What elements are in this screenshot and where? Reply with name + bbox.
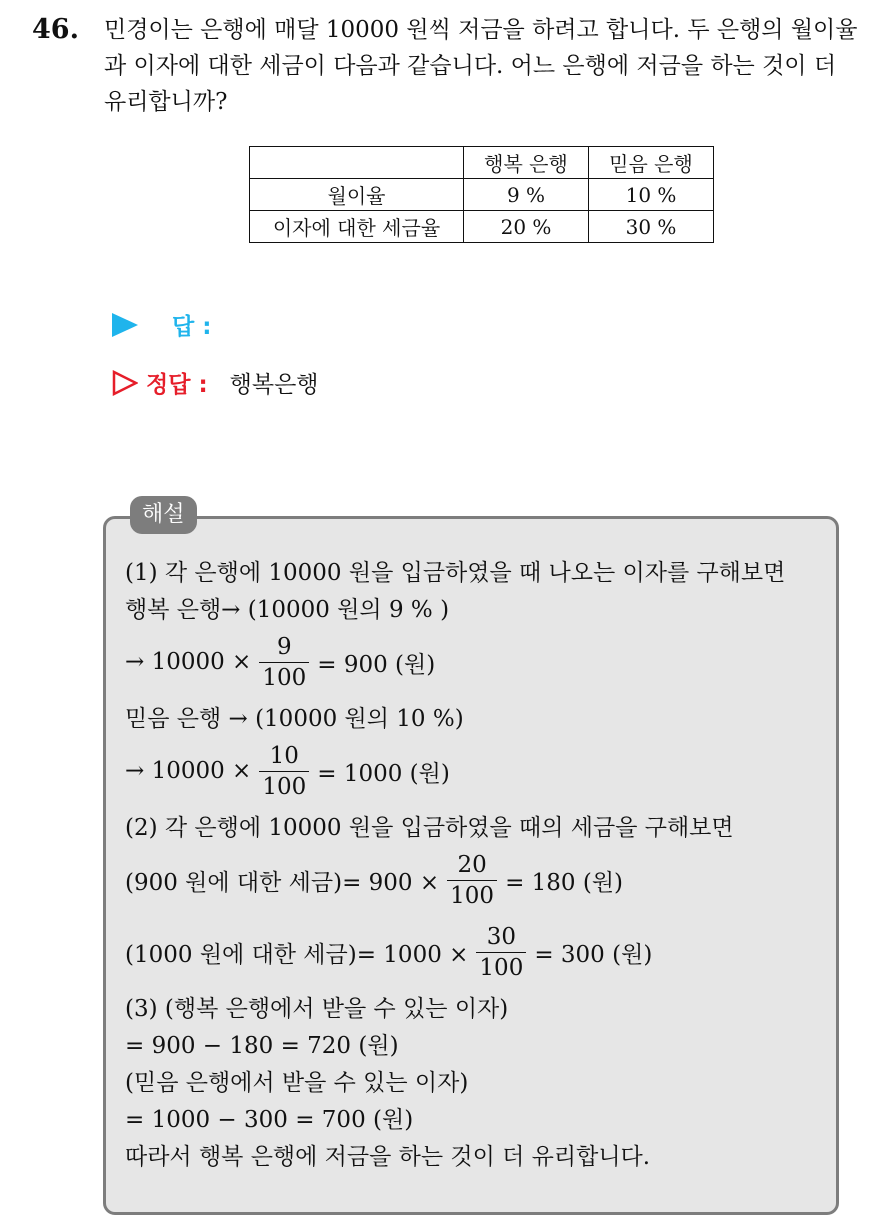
fraction [259, 741, 309, 802]
table-row [250, 211, 714, 243]
fraction-line [125, 844, 825, 916]
table-cell: 이자에 대한 세금율 [250, 211, 464, 243]
table-header-row [250, 147, 714, 179]
solution-line: (3) (행복 은행에서 받을 수 있는 이자) [125, 996, 509, 1022]
correct-answer-label: 정답 : [146, 372, 208, 398]
table-cell: 30 % [589, 211, 714, 243]
fraction-numerator: 20 [457, 851, 487, 878]
solution-line: (2) 각 은행에 10000 원을 입금하였을 때의 세금을 구해보면 [125, 815, 734, 841]
fraction [259, 632, 309, 693]
fraction-denominator: 100 [476, 952, 526, 983]
fraction-line [125, 916, 825, 988]
solution-line: = 1000 − 300 = 700 (원) [125, 1107, 414, 1133]
correct-answer-value: 행복은행 [229, 372, 319, 398]
solution-line: 믿음 은행 → (10000 원의 10 %) [125, 706, 464, 732]
solution-line: = 900 − 180 = 720 (원) [125, 1033, 399, 1059]
fraction-prefix: → 10000 × [125, 649, 252, 675]
fraction-numerator: 10 [269, 742, 299, 769]
fraction-suffix: = 1000 (원) [317, 760, 450, 787]
fraction-prefix: (900 원에 대한 세금)= 900 × [125, 869, 440, 896]
question-number: 46. [32, 14, 79, 45]
solution-line: (1) 각 은행에 10000 원을 입금하였을 때 나오는 이자를 구해보면 [125, 560, 786, 586]
outline-triangle-icon [112, 370, 138, 396]
table-row [250, 179, 714, 211]
table-cell: 월이율 [250, 179, 464, 211]
table-header-cell [250, 147, 464, 179]
table-cell: 20 % [464, 211, 589, 243]
play-triangle-icon [112, 313, 138, 337]
question-text: 민경이는 은행에 매달 10000 원씩 저금을 하려고 합니다. 두 은행의 월이율과 이자에 대한 세금이 다음과 같습니다. 어느 은행에 저금을 하는 것이 더 유리합니까? [104, 17, 858, 115]
solution-tab: 해설 [130, 496, 197, 534]
answer-row [112, 308, 211, 341]
solution-line: 행복 은행→ (10000 원의 9 % ) [125, 597, 450, 623]
solution-line: 따라서 행복 은행에 저금을 하는 것이 더 유리합니다. [125, 1144, 651, 1170]
solution-line: (믿음 은행에서 받을 수 있는 이자) [125, 1070, 469, 1096]
table-header-cell: 행복 은행 [464, 147, 589, 179]
fraction-suffix: = 900 (원) [317, 651, 436, 678]
fraction-line [125, 735, 825, 807]
solution-content [125, 552, 825, 1173]
correct-answer-row [112, 366, 319, 399]
table-cell: 9 % [464, 179, 589, 211]
fraction-suffix: = 300 (원) [534, 941, 653, 968]
table-header-cell: 믿음 은행 [589, 147, 714, 179]
fraction-denominator: 100 [447, 880, 497, 911]
fraction-denominator: 100 [259, 771, 309, 802]
fraction [476, 922, 526, 983]
table-cell: 10 % [589, 179, 714, 211]
fraction-numerator: 9 [276, 633, 292, 660]
fraction-line [125, 626, 825, 698]
fraction-denominator: 100 [259, 662, 309, 693]
answer-label: 답 : [172, 314, 212, 340]
fraction [447, 850, 497, 911]
fraction-suffix: = 180 (원) [505, 869, 624, 896]
fraction-prefix: → 10000 × [125, 758, 252, 784]
interest-table [249, 146, 714, 243]
fraction-prefix: (1000 원에 대한 세금)= 1000 × [125, 941, 469, 968]
fraction-numerator: 30 [486, 923, 517, 950]
